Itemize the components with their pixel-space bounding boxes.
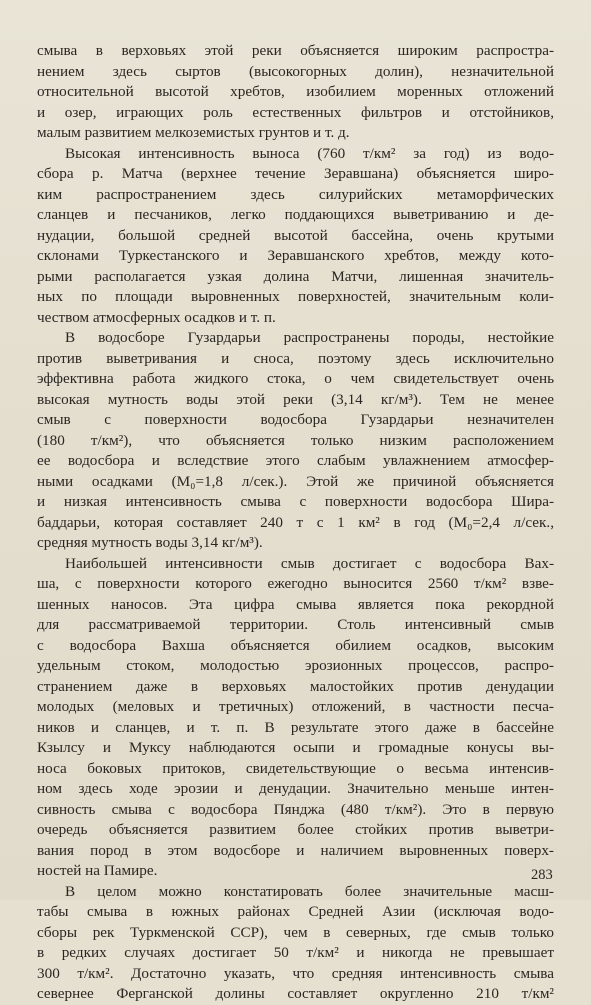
text-line: относительной высотой хребтов, изобилием моренных отложений	[37, 83, 554, 100]
text-line: В водосборе Гузардарьи распространены породы, нестойкие	[65, 329, 554, 346]
text-line: (180 т/км²), что объясняется только низким расположением	[37, 431, 554, 449]
text-line: в редких случаях достигает 50 т/км² и никогда не превышает	[37, 944, 554, 961]
text-line: молодых (меловых и третичных) отложений, в частности песча-	[37, 698, 554, 715]
text-line: сборы рек Туркменской ССР), чем в северных, где смыв только	[37, 923, 554, 941]
paragraph	[37, 41, 554, 144]
text-line: В целом можно констатировать более значительные масш-	[65, 882, 554, 900]
paragraph	[37, 144, 554, 329]
text-line: удельным стоком, молодостью эрозионных процессов, распро-	[37, 657, 554, 674]
text-line: очередь объясняется развитием более стойких против выветри-	[37, 821, 554, 838]
paragraph	[37, 328, 554, 554]
text-line: против выветривания и сноса, поэтому здесь исключительно	[37, 349, 554, 367]
page-number: 283	[531, 867, 553, 883]
text-line: ша, с поверхности которого ежегодно выносится 2560 т/км² взве-	[37, 575, 554, 592]
text-line: малым развитием мелкоземистых грунтов и т. д.	[37, 124, 350, 141]
text-line: табы смыва в южных районах Средней Азии (исключая водо-	[37, 903, 554, 920]
text-line: ников и сланцев, и т. п. В результате этого даже в бассейне	[37, 718, 554, 736]
text-line: ее водосбора и вследствие этого слабым увлажнением атмосфер-	[37, 452, 554, 469]
text-line: нудации, большой средней высотой бассейна, очень крутыми	[37, 226, 554, 244]
text-line: ном здесь ходе эрозии и денудации. Значительно меньше интен-	[37, 780, 554, 797]
text-line: ными осадками (M₀=1,8 л/сек.). Этой же причиной объясняется	[37, 472, 554, 490]
text-line: шенных наносов. Эта цифра смыва является пока рекордной	[37, 595, 554, 613]
text-line: ким распространением здесь силурийских метаморфических	[37, 185, 554, 203]
text-line: Высокая интенсивность выноса (760 т/км² за год) из водо-	[65, 144, 554, 162]
text-line: высокая мутность воды этой реки (3,14 кг/м³). Тем не менее	[37, 390, 554, 408]
text-line: для рассматриваемой территории. Столь интенсивный смыв	[37, 616, 554, 633]
body-text	[37, 41, 554, 1005]
text-line: Кзылсу и Муксу наблюдаются осыпи и громадные конусы вы-	[37, 739, 554, 756]
text-line: ностей на Памире.	[37, 862, 158, 879]
text-line: Наибольшей интенсивности смыв достигает с водосбора Вах-	[65, 554, 554, 572]
text-line: рыми располагается узкая долина Матчи, лишенная значитель-	[37, 267, 554, 285]
text-line: и низкая интенсивность смыва с поверхности водосбора Шира-	[37, 493, 554, 510]
text-line: эффективна работа жидкого стока, о чем свидетельствует очень	[37, 370, 554, 387]
text-line: смыва в верховьях этой реки объясняется широким распростра-	[37, 42, 554, 59]
text-line: склонами Туркестанского и Зеравшанского хребтов, между кото-	[37, 247, 554, 264]
text-line: сланцев и песчаников, легко поддающихся выветриванию и де-	[37, 206, 554, 223]
text-line: чеством атмосферных осадков и т. п.	[37, 308, 276, 326]
text-line: странением даже в верховьях малостойких против денудации	[37, 677, 554, 695]
text-line: нением здесь сыртов (высокогорных долин), незначительной	[37, 62, 554, 80]
text-line: баддарьи, которая составляет 240 т с 1 км² в год (M₀=2,4 л/сек.,	[37, 513, 554, 531]
text-line: сивность смыва с водосбора Пянджа (480 т/км²). Это в первую	[37, 800, 554, 818]
text-line: ных по площади выровненных поверхностей, значительным коли-	[37, 288, 554, 305]
text-line: смыв с поверхности водосбора Гузардарьи незначителен	[37, 411, 554, 428]
text-line: носа боковых притоков, свидетельствующие о весьма интенсив-	[37, 759, 554, 777]
text-line: севернее Ферганской долины составляет округленно 210 т/км²	[37, 985, 554, 1002]
text-line: и озер, играющих роль естественных фильтров и отстойников,	[37, 103, 554, 121]
text-line: 300 т/км². Достаточно указать, что средняя интенсивность смыва	[37, 964, 554, 982]
text-line: сбора р. Матча (верхнее течение Зеравшана) объясняется широ-	[37, 165, 554, 182]
paragraph	[37, 554, 554, 882]
text-line: средняя мутность воды 3,14 кг/м³).	[37, 534, 263, 551]
text-line: вания пород в этом водосборе и наличием выровненных поверх-	[37, 841, 554, 859]
text-line: с водосбора Вахша объясняется обилием осадков, высоким	[37, 636, 554, 654]
